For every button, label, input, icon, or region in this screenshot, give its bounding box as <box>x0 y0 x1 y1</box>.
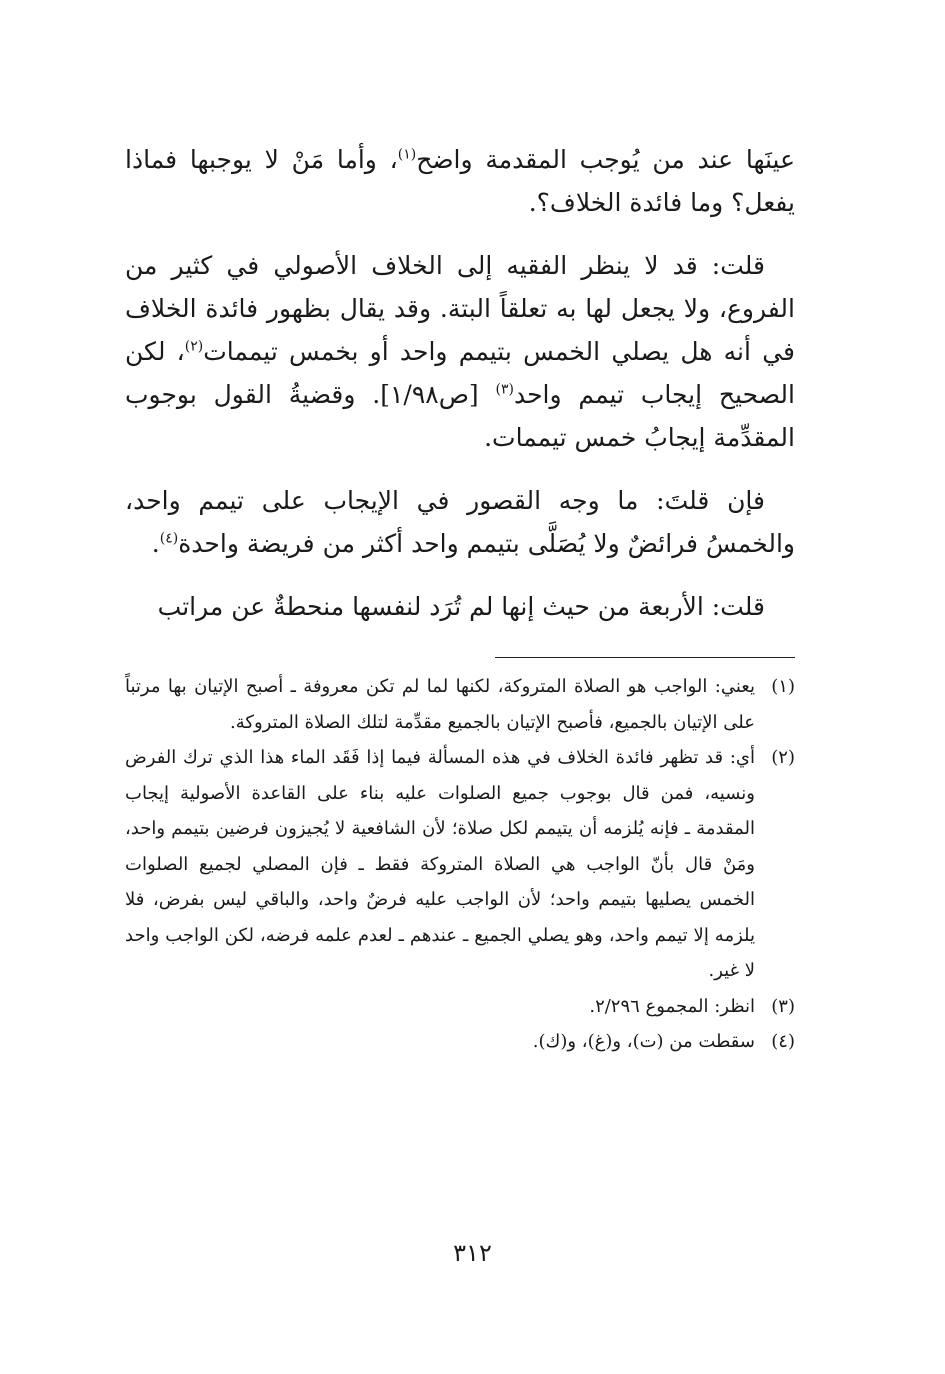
footnote-2 <box>125 740 795 989</box>
footnote-ref-1: (١) <box>397 146 417 163</box>
footnote-number: (٤) <box>771 1031 795 1052</box>
footnote-number: (٣) <box>771 995 795 1017</box>
main-text <box>125 138 795 628</box>
footnote-separator <box>495 657 795 658</box>
footnote-text: أي: قد تظهر فائدة الخلاف في هذه المسألة فيما إذا فَقَد الماء هذا الذي ترك الفرض ونسيه، فمن قال بوجوب جميع الصلوات عليه بناء على القاعدة الأصولية إيجاب المقدمة ـ فإنه يُلزمه أن يتيمم لكل صلاة؛ لأن الشافعية لا يُجيزون فرضين بتيمم واحد، ومَنْ قال بأنّ الواجب هي الصلاة المتروكة فقط ـ فإن المصلي لجميع الصلوات الخمس يصليها بتيمم واحد؛ لأن الواجب عليه فرضٌ واحد، والباقي ليس بفرض، فلا يلزمه إلا تيمم واحد، وهو يصلي الجميع ـ عندهم ـ لعدم علمه فرضه، لكن الواجب واحد لا غير. <box>125 747 755 981</box>
paragraph-1-text-a: عينَها عند من يُوجب المقدمة واضح <box>416 145 795 174</box>
footnote-1 <box>125 669 795 740</box>
footnote-number: (٢) <box>771 747 795 768</box>
footnote-text: يعني: الواجب هو الصلاة المتروكة، لكنها لما لم تكن معروفة ـ أصبح الإتيان بها مرتباً على الإتيان بالجميع، فأصبح الإتيان بالجميع مقدِّمة لتلك الصلاة المتروكة. <box>125 676 755 733</box>
paragraph-3-text-b: . <box>151 529 160 558</box>
paragraph-2-text-b: ، لكن الصحيح إيجاب تيمم واحد <box>125 337 795 409</box>
paragraph-1 <box>125 138 795 224</box>
paragraph-3 <box>125 479 795 565</box>
paragraph-3-text-a: فإن قلتَ: ما وجه القصور في الإيجاب على تيمم واحد، والخمسُ فرائضٌ ولا يُصَلَّى بتيمم واحد أكثر من فريضة واحدة <box>125 486 795 558</box>
page-content <box>125 138 795 1060</box>
paragraph-2-text-c: [ص١/٩٨]. وقضيةُ القول بوجوب المقدِّمة إيجابُ خمس تيممات. <box>125 380 795 452</box>
paragraph-1-text-b: ، وأما مَنْ لا يوجبها فماذا يفعل؟ وما فائدة الخلاف؟. <box>125 145 795 217</box>
footnote-number: (١) <box>771 676 795 697</box>
footnote-ref-4: (٤) <box>159 530 179 547</box>
footnote-3 <box>125 989 795 1025</box>
paragraph-2-text-a: قلت: قد لا ينظر الفقيه إلى الخلاف الأصولي في كثير من الفروع، ولا يجعل لها به تعلقاً البتة. وقد يقال بظهور فائدة الخلاف في أنه هل يصلي الخمس بتيمم واحد أو بخمس تيممات <box>125 251 795 366</box>
paragraph-2 <box>125 244 795 459</box>
footnote-text: انظر: المجموع ٢/٢٩٦. <box>589 995 755 1017</box>
footnote-ref-2: (٢) <box>184 338 204 355</box>
page-number: ٣١٢ <box>453 1239 492 1267</box>
footnote-text: سقطت من (ت)، و(غ)، و(ك). <box>532 1031 755 1052</box>
footnotes <box>125 669 795 1060</box>
paragraph-4: قلت: الأربعة من حيث إنها لم تُرَد لنفسها منحطةٌ عن مراتب <box>157 592 765 621</box>
footnote-ref-3: (٣) <box>495 381 514 398</box>
footnote-4 <box>125 1024 795 1060</box>
